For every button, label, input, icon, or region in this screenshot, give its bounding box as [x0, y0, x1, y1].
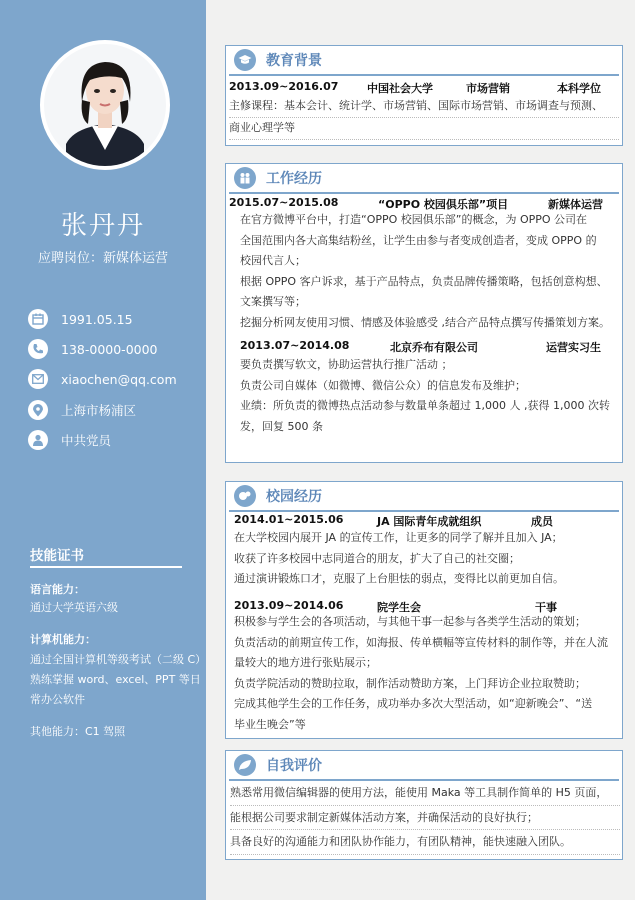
education-major: 市场营销	[466, 82, 510, 95]
leaf-icon	[234, 754, 256, 776]
self-line-1: 熟悉常用微信编辑器的使用方法，能使用 Maka 等工具制作简单的 H5 页面，	[230, 781, 620, 806]
campus2-line-6: 毕业生晚会”等	[234, 717, 306, 731]
work-header	[226, 164, 322, 192]
language-head: 语言能力：	[30, 583, 85, 596]
self-header	[226, 751, 322, 779]
job-position: 应聘岗位：新媒体运营	[37, 251, 168, 266]
job1-line-5: 文案撰写等；	[240, 295, 306, 308]
phone-icon	[28, 339, 48, 359]
self-line-2: 能根据公司要求制定新媒体活动方案，并确保活动的良好执行；	[230, 806, 620, 831]
campus-title: 校园经历	[266, 489, 322, 505]
job1-description	[240, 210, 618, 333]
info-email	[28, 368, 177, 390]
job1-line-3: 校园代言人；	[240, 254, 306, 267]
skills-divider	[30, 566, 182, 568]
job1-project: “OPPO 校园俱乐部”项目	[378, 198, 509, 211]
job1-line-4: 根据 OPPO 客户诉求，基于产品特点，负责品牌传播策略，包括创意构想、	[240, 274, 608, 288]
campus2-line-1: 积极参与学生会的各项活动，与其他干事一起参与各类学生活动的策划；	[234, 615, 586, 628]
computer-line-3: 常办公软件	[30, 693, 85, 706]
campus2-line-5: 完成其他学生会的工作任务，成功举办多次大型活动，如“迎新晚会”、“送	[234, 697, 593, 710]
sidebar	[0, 0, 206, 900]
job1-period: 2015.07~2015.08	[229, 196, 339, 209]
phone-text: 138-0000-0000	[61, 341, 158, 357]
people-icon	[234, 167, 256, 189]
education-degree: 本科学位	[557, 82, 601, 95]
politics-text: 中共党员	[61, 433, 112, 448]
education-school: 中国社会大学	[367, 82, 433, 95]
self-description	[230, 781, 620, 855]
candidate-name: 张丹丹	[60, 211, 145, 241]
education-header	[226, 46, 322, 74]
campus1-period: 2014.01~2015.06	[234, 513, 344, 526]
computer-line-1: 通过全国计算机等级考试（二级 C）	[30, 653, 207, 666]
campus2-line-3: 量较大的地方进行张贴展示；	[234, 656, 377, 669]
mail-icon	[28, 369, 48, 389]
job1-line-6: 挖掘分析网友使用习惯、情感及体验感受 ,结合产品特点撰写传播策划方案。	[240, 315, 610, 329]
job2-description	[240, 355, 618, 437]
portrait-image	[44, 44, 166, 166]
skills-title: 技能证书	[30, 548, 84, 564]
info-phone	[28, 338, 158, 360]
job2-role: 运营实习生	[546, 341, 601, 354]
avatar	[40, 40, 170, 170]
campus2-role: 干事	[535, 601, 557, 614]
job2-line-2: 负责公司自媒体（如微博、微信公众）的信息发布及维护；	[240, 378, 526, 392]
campus-section	[225, 481, 623, 739]
birthday-text: 1991.05.15	[61, 311, 133, 327]
campus2-line-4: 负责学院活动的赞助拉取，制作活动赞助方案，上门拜访企业拉取赞助；	[234, 676, 586, 690]
job1-line-1: 在官方微博平台中，打造“OPPO 校园俱乐部”的概念，为 OPPO 公司在	[240, 213, 588, 226]
computer-head: 计算机能力：	[30, 633, 96, 646]
job1-role: 新媒体运营	[548, 198, 603, 211]
campus1-line-1: 在大学校园内展开 JA 的宣传工作，让更多的同学了解并且加入 JA；	[234, 531, 563, 544]
work-title: 工作经历	[266, 171, 322, 187]
education-period: 2013.09~2016.07	[229, 80, 339, 93]
work-section	[225, 163, 623, 463]
person-icon	[28, 430, 48, 450]
mortarboard-icon	[234, 49, 256, 71]
self-title: 自我评价	[266, 758, 322, 774]
info-politics	[28, 429, 111, 451]
campus1-role: 成员	[531, 515, 553, 528]
campus1-description	[234, 528, 618, 590]
job2-company: 北京乔布有限公司	[390, 341, 478, 354]
location-icon	[28, 400, 48, 420]
campus-header	[226, 482, 322, 510]
campus2-line-2: 负责活动的前期宣传工作，如海报、传单横幅等宣传材料的制作等，并在人流	[234, 635, 608, 649]
computer-line-2: 熟练掌握 word、excel、PPT 等日	[30, 673, 201, 686]
job2-line-4: 发，回复 500 条	[240, 419, 323, 433]
education-rule	[229, 74, 619, 76]
campus2-org: 院学生会	[377, 601, 421, 614]
education-courses-1: 主修课程：基本会计、统计学、市场营销、国际市场营销、市场调查与预测、	[229, 96, 619, 118]
work-rule	[229, 192, 619, 194]
info-location	[28, 399, 136, 421]
education-courses-2: 商业心理学等	[229, 118, 619, 140]
job2-period: 2013.07~2014.08	[240, 339, 350, 352]
campus1-line-2: 收获了许多校园中志同道合的朋友，扩大了自己的社交圈；	[234, 551, 520, 565]
other-ability: 其他能力：C1 驾照	[30, 725, 126, 738]
job2-line-1: 要负责撰写软文，协助运营执行推广活动 ；	[240, 358, 453, 371]
calendar-icon	[28, 309, 48, 329]
campus1-org: JA 国际青年成就组织	[377, 515, 482, 528]
campus2-period: 2013.09~2014.06	[234, 599, 344, 612]
education-section	[225, 45, 623, 146]
campus1-line-3: 通过演讲锻炼口才，克服了上台胆怯的弱点，变得比以前更加自信。	[234, 572, 564, 585]
self-line-3: 具备良好的沟通能力和团队协作能力，有团队精神，能快速融入团队。	[230, 830, 620, 855]
job1-line-2: 全国范围内各大高集结粉丝，让学生由参与者变成创造者，变成 OPPO 的	[240, 233, 597, 247]
campus2-description	[234, 612, 620, 735]
email-text: xiaochen@qq.com	[61, 371, 177, 387]
campus-rule	[229, 510, 619, 512]
language-text: 通过大学英语六级	[30, 601, 118, 614]
info-birthday	[28, 308, 133, 330]
self-section	[225, 750, 623, 860]
job2-line-3: 业绩：所负责的微博热点活动参与数量单条超过 1,000 人 ,获得 1,000 次转	[240, 399, 610, 412]
campus-icon	[234, 485, 256, 507]
education-title: 教育背景	[266, 53, 322, 69]
location-text: 上海市杨浦区	[61, 403, 137, 418]
